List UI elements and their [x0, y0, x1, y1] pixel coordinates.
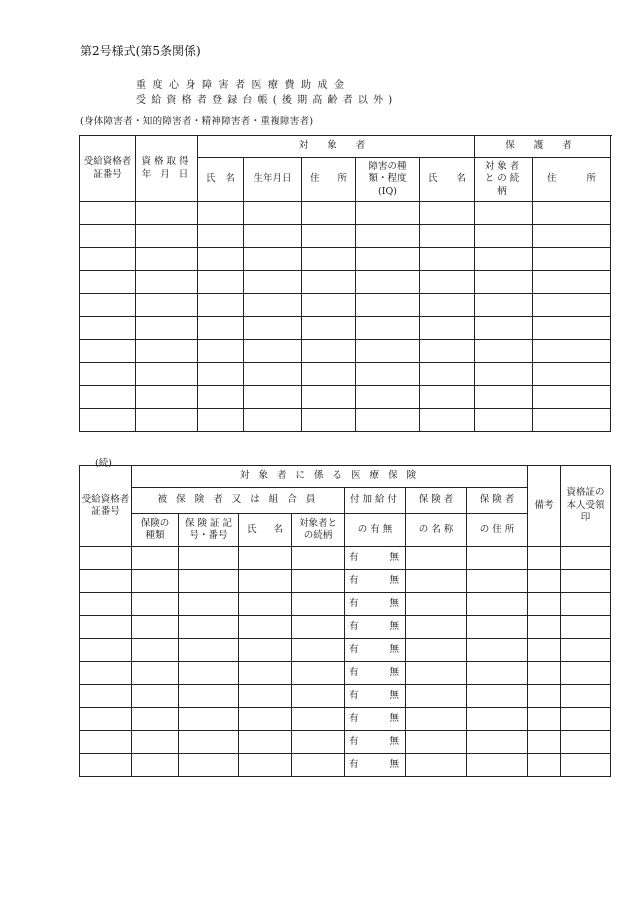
entry-cell[interactable]	[244, 248, 302, 271]
entry-cell[interactable]	[356, 202, 420, 225]
entry-cell[interactable]	[406, 639, 467, 662]
entry-cell[interactable]	[475, 202, 533, 225]
entry-cell[interactable]	[198, 363, 244, 386]
no-option[interactable]: 無	[389, 735, 399, 747]
entry-cell[interactable]	[292, 570, 345, 593]
header-insurer-name: 保 険 者	[406, 488, 467, 514]
entry-cell[interactable]	[179, 593, 239, 616]
entry-cell[interactable]	[179, 754, 239, 777]
header-insurance-type: 保険の種類	[132, 514, 179, 547]
entry-cell[interactable]	[80, 363, 136, 386]
entry-cell[interactable]	[239, 593, 292, 616]
entry-cell[interactable]	[420, 202, 475, 225]
entry-cell[interactable]	[533, 386, 611, 409]
no-option[interactable]: 無	[389, 712, 399, 724]
entry-cell[interactable]	[420, 409, 475, 432]
table-row	[80, 731, 611, 754]
entry-cell[interactable]	[292, 662, 345, 685]
entry-cell[interactable]	[467, 547, 528, 570]
entry-cell[interactable]	[80, 202, 136, 225]
entry-cell[interactable]	[420, 340, 475, 363]
entry-cell[interactable]	[239, 639, 292, 662]
entry-cell[interactable]	[528, 593, 561, 616]
entry-cell[interactable]	[80, 593, 132, 616]
entry-cell[interactable]	[561, 570, 611, 593]
header-address: 住 所	[302, 158, 356, 202]
entry-cell[interactable]	[475, 225, 533, 248]
continuation-label: (続)	[95, 458, 112, 469]
entry-cell[interactable]	[132, 570, 179, 593]
entry-cell[interactable]	[528, 685, 561, 708]
table-row	[80, 593, 611, 616]
entry-cell[interactable]	[467, 731, 528, 754]
table-row	[80, 363, 611, 386]
no-option[interactable]: 無	[389, 551, 399, 563]
header-cert-no-2: 受給資格者証番号	[80, 466, 132, 547]
entry-cell[interactable]	[561, 662, 611, 685]
entry-cell[interactable]	[533, 294, 611, 317]
entry-cell[interactable]	[302, 340, 356, 363]
table-row	[80, 317, 611, 340]
entry-cell[interactable]	[80, 685, 132, 708]
entry-cell[interactable]	[475, 363, 533, 386]
entry-cell[interactable]	[80, 248, 136, 271]
entry-cell[interactable]	[356, 294, 420, 317]
entry-cell[interactable]	[80, 271, 136, 294]
yes-option[interactable]: 有	[349, 574, 359, 586]
no-option[interactable]: 無	[389, 620, 399, 632]
registry-table-insurance	[79, 465, 611, 777]
yes-option[interactable]: 有	[349, 551, 359, 563]
table-row	[80, 754, 611, 777]
entry-cell[interactable]	[132, 639, 179, 662]
entry-cell[interactable]	[198, 294, 244, 317]
entry-cell[interactable]	[132, 731, 179, 754]
entry-cell[interactable]	[132, 708, 179, 731]
entry-cell[interactable]	[136, 340, 198, 363]
entry-cell[interactable]	[136, 386, 198, 409]
entry-cell[interactable]	[179, 731, 239, 754]
entry-cell[interactable]	[302, 317, 356, 340]
header-extra-benefit-2: の 有 無	[345, 514, 406, 547]
entry-cell[interactable]	[475, 271, 533, 294]
entry-cell[interactable]	[80, 616, 132, 639]
yes-option[interactable]: 有	[349, 620, 359, 632]
entry-cell[interactable]	[179, 547, 239, 570]
entry-cell[interactable]	[561, 708, 611, 731]
extra-benefit-cell[interactable]	[345, 593, 406, 616]
table-row	[80, 685, 611, 708]
entry-cell[interactable]	[356, 271, 420, 294]
no-option[interactable]: 無	[389, 758, 399, 770]
table-row	[80, 662, 611, 685]
entry-cell[interactable]	[132, 593, 179, 616]
entry-cell[interactable]	[80, 294, 136, 317]
header-insured: 被 保 険 者 又 は 組 合 員	[132, 488, 345, 514]
extra-benefit-cell[interactable]	[345, 754, 406, 777]
extra-benefit-cell[interactable]	[345, 570, 406, 593]
entry-cell[interactable]	[179, 685, 239, 708]
entry-cell[interactable]	[467, 616, 528, 639]
entry-cell[interactable]	[528, 639, 561, 662]
entry-cell[interactable]	[356, 248, 420, 271]
header-insured-relation: 対象者との続柄	[292, 514, 345, 547]
entry-cell[interactable]	[528, 547, 561, 570]
entry-cell[interactable]	[467, 754, 528, 777]
entry-cell[interactable]	[302, 271, 356, 294]
scope-note: (身体障害者・知的障害者・精神障害者・重複障害者)	[80, 116, 314, 127]
extra-benefit-cell[interactable]	[345, 708, 406, 731]
table-row	[80, 639, 611, 662]
entry-cell[interactable]	[406, 547, 467, 570]
extra-benefit-cell[interactable]	[345, 662, 406, 685]
table-row	[80, 271, 611, 294]
entry-cell[interactable]	[292, 685, 345, 708]
entry-cell[interactable]	[528, 708, 561, 731]
entry-cell[interactable]	[292, 708, 345, 731]
entry-cell[interactable]	[80, 547, 132, 570]
entry-cell[interactable]	[239, 708, 292, 731]
entry-cell[interactable]	[528, 570, 561, 593]
entry-cell[interactable]	[239, 570, 292, 593]
entry-cell[interactable]	[533, 225, 611, 248]
entry-cell[interactable]	[528, 662, 561, 685]
form-title-line2: 受給資格者登録台帳(後期高齢者以外)	[136, 95, 398, 106]
entry-cell[interactable]	[239, 547, 292, 570]
entry-cell[interactable]	[136, 271, 198, 294]
yes-option[interactable]: 有	[349, 597, 359, 609]
entry-cell[interactable]	[80, 409, 136, 432]
entry-cell[interactable]	[475, 409, 533, 432]
entry-cell[interactable]	[475, 248, 533, 271]
entry-cell[interactable]	[561, 685, 611, 708]
entry-cell[interactable]	[528, 616, 561, 639]
entry-cell[interactable]	[198, 248, 244, 271]
entry-cell[interactable]	[406, 662, 467, 685]
entry-cell[interactable]	[533, 409, 611, 432]
table-row	[80, 294, 611, 317]
form-number: 第2号様式(第5条関係)	[80, 44, 201, 58]
header-subject: 対 象 者	[198, 136, 475, 158]
entry-cell[interactable]	[302, 386, 356, 409]
table-row	[80, 248, 611, 271]
yes-option[interactable]: 有	[349, 666, 359, 678]
entry-cell[interactable]	[467, 685, 528, 708]
no-option[interactable]: 無	[389, 597, 399, 609]
entry-cell[interactable]	[292, 547, 345, 570]
entry-cell[interactable]	[80, 570, 132, 593]
table-row	[80, 547, 611, 570]
entry-cell[interactable]	[239, 685, 292, 708]
header-insurer-address-2: の 住 所	[467, 514, 528, 547]
table-row	[80, 202, 611, 225]
entry-cell[interactable]	[136, 294, 198, 317]
entry-cell[interactable]	[561, 547, 611, 570]
entry-cell[interactable]	[179, 708, 239, 731]
entry-cell[interactable]	[475, 386, 533, 409]
entry-cell[interactable]	[561, 616, 611, 639]
entry-cell[interactable]	[136, 225, 198, 248]
entry-cell[interactable]	[356, 225, 420, 248]
yes-option[interactable]: 有	[349, 643, 359, 655]
header-insurance-cert: 保 険 証 記号・番号	[179, 514, 239, 547]
entry-cell[interactable]	[302, 409, 356, 432]
entry-cell[interactable]	[406, 593, 467, 616]
entry-cell[interactable]	[132, 754, 179, 777]
entry-cell[interactable]	[420, 271, 475, 294]
entry-cell[interactable]	[136, 202, 198, 225]
header-name: 氏 名	[198, 158, 244, 202]
header-receipt-seal: 資格証の本人受領印	[561, 466, 611, 547]
entry-cell[interactable]	[244, 294, 302, 317]
table-row	[80, 708, 611, 731]
entry-cell[interactable]	[198, 317, 244, 340]
table-row	[80, 340, 611, 363]
entry-cell[interactable]	[198, 386, 244, 409]
table-row	[80, 409, 611, 432]
entry-cell[interactable]	[244, 409, 302, 432]
entry-cell[interactable]	[239, 731, 292, 754]
entry-cell[interactable]	[80, 386, 136, 409]
entry-cell[interactable]	[406, 754, 467, 777]
entry-cell[interactable]	[292, 754, 345, 777]
entry-cell[interactable]	[80, 731, 132, 754]
entry-cell[interactable]	[561, 754, 611, 777]
entry-cell[interactable]	[132, 662, 179, 685]
table-row	[80, 386, 611, 409]
entry-cell[interactable]	[132, 685, 179, 708]
entry-cell[interactable]	[475, 340, 533, 363]
entry-cell[interactable]	[132, 616, 179, 639]
entry-cell[interactable]	[239, 616, 292, 639]
entry-cell[interactable]	[467, 708, 528, 731]
table-row	[80, 225, 611, 248]
extra-benefit-cell[interactable]	[345, 616, 406, 639]
no-option[interactable]: 無	[389, 643, 399, 655]
table-row	[80, 616, 611, 639]
entry-cell[interactable]	[420, 294, 475, 317]
entry-cell[interactable]	[198, 202, 244, 225]
entry-cell[interactable]	[356, 386, 420, 409]
entry-cell[interactable]	[239, 662, 292, 685]
entry-cell[interactable]	[292, 639, 345, 662]
entry-cell[interactable]	[136, 248, 198, 271]
entry-cell[interactable]	[420, 386, 475, 409]
header-cert-no: 受給資格者証番号	[80, 136, 136, 202]
entry-cell[interactable]	[198, 409, 244, 432]
header-acq-date: 資格取得 年 月 日	[136, 136, 198, 202]
header-guardian: 保 護 者	[475, 136, 611, 158]
entry-cell[interactable]	[356, 409, 420, 432]
header-birth: 生年月日	[244, 158, 302, 202]
entry-cell[interactable]	[80, 708, 132, 731]
entry-cell[interactable]	[406, 685, 467, 708]
entry-cell[interactable]	[80, 340, 136, 363]
entry-cell[interactable]	[406, 616, 467, 639]
entry-cell[interactable]	[198, 340, 244, 363]
header-relation: 対象者との続柄	[475, 158, 533, 202]
header-insurer-address: 保 険 者	[467, 488, 528, 514]
entry-cell[interactable]	[136, 317, 198, 340]
entry-cell[interactable]	[198, 271, 244, 294]
entry-cell[interactable]	[80, 225, 136, 248]
entry-cell[interactable]	[292, 593, 345, 616]
no-option[interactable]: 無	[389, 689, 399, 701]
entry-cell[interactable]	[244, 317, 302, 340]
entry-cell[interactable]	[179, 616, 239, 639]
entry-cell[interactable]	[80, 662, 132, 685]
entry-cell[interactable]	[420, 363, 475, 386]
no-option[interactable]: 無	[389, 574, 399, 586]
entry-cell[interactable]	[136, 363, 198, 386]
entry-cell[interactable]	[80, 317, 136, 340]
extra-benefit-cell[interactable]	[345, 547, 406, 570]
entry-cell[interactable]	[244, 363, 302, 386]
header-remarks: 備考	[528, 466, 561, 547]
header-insured-name: 氏 名	[239, 514, 292, 547]
entry-cell[interactable]	[302, 294, 356, 317]
entry-cell[interactable]	[292, 731, 345, 754]
header-guardian-name: 氏 名	[420, 158, 475, 202]
header-medical-insurance: 対 象 者 に 係 る 医 療 保 険	[132, 466, 528, 488]
entry-cell[interactable]	[533, 363, 611, 386]
entry-cell[interactable]	[179, 639, 239, 662]
entry-cell[interactable]	[356, 317, 420, 340]
entry-cell[interactable]	[420, 248, 475, 271]
entry-cell[interactable]	[244, 202, 302, 225]
yes-option[interactable]: 有	[349, 735, 359, 747]
entry-cell[interactable]	[239, 754, 292, 777]
extra-benefit-cell[interactable]	[345, 731, 406, 754]
entry-cell[interactable]	[244, 386, 302, 409]
entry-cell[interactable]	[356, 363, 420, 386]
entry-cell[interactable]	[80, 639, 132, 662]
entry-cell[interactable]	[302, 363, 356, 386]
entry-cell[interactable]	[561, 593, 611, 616]
entry-cell[interactable]	[198, 225, 244, 248]
header-extra-benefit: 付加給付	[345, 488, 406, 514]
yes-option[interactable]: 有	[349, 712, 359, 724]
entry-cell[interactable]	[533, 248, 611, 271]
entry-cell[interactable]	[528, 731, 561, 754]
registry-table-main	[79, 135, 611, 432]
entry-cell[interactable]	[356, 340, 420, 363]
entry-cell[interactable]	[467, 593, 528, 616]
entry-cell[interactable]	[406, 570, 467, 593]
entry-cell[interactable]	[420, 317, 475, 340]
entry-cell[interactable]	[302, 248, 356, 271]
entry-cell[interactable]	[467, 639, 528, 662]
table-row	[80, 570, 611, 593]
extra-benefit-cell[interactable]	[345, 639, 406, 662]
entry-cell[interactable]	[80, 754, 132, 777]
yes-option[interactable]: 有	[349, 758, 359, 770]
entry-cell[interactable]	[406, 731, 467, 754]
entry-cell[interactable]	[244, 271, 302, 294]
entry-cell[interactable]	[533, 317, 611, 340]
header-disability: 障害の種類・程度 (IQ)	[356, 158, 420, 202]
entry-cell[interactable]	[475, 317, 533, 340]
entry-cell[interactable]	[406, 708, 467, 731]
entry-cell[interactable]	[467, 662, 528, 685]
entry-cell[interactable]	[302, 225, 356, 248]
entry-cell[interactable]	[132, 547, 179, 570]
entry-cell[interactable]	[136, 409, 198, 432]
entry-cell[interactable]	[533, 271, 611, 294]
entry-cell[interactable]	[292, 616, 345, 639]
entry-cell[interactable]	[244, 225, 302, 248]
entry-cell[interactable]	[533, 340, 611, 363]
extra-benefit-cell[interactable]	[345, 685, 406, 708]
yes-option[interactable]: 有	[349, 689, 359, 701]
no-option[interactable]: 無	[389, 666, 399, 678]
entry-cell[interactable]	[179, 570, 239, 593]
entry-cell[interactable]	[561, 639, 611, 662]
form-title-line1: 重度心身障害者医療費助成金	[136, 80, 351, 91]
entry-cell[interactable]	[533, 202, 611, 225]
entry-cell[interactable]	[467, 570, 528, 593]
entry-cell[interactable]	[179, 662, 239, 685]
header-guardian-address: 住 所	[533, 158, 611, 202]
entry-cell[interactable]	[561, 731, 611, 754]
header-insurer-name-2: の 名 称	[406, 514, 467, 547]
entry-cell[interactable]	[420, 225, 475, 248]
entry-cell[interactable]	[244, 340, 302, 363]
entry-cell[interactable]	[302, 202, 356, 225]
entry-cell[interactable]	[475, 294, 533, 317]
entry-cell[interactable]	[528, 754, 561, 777]
